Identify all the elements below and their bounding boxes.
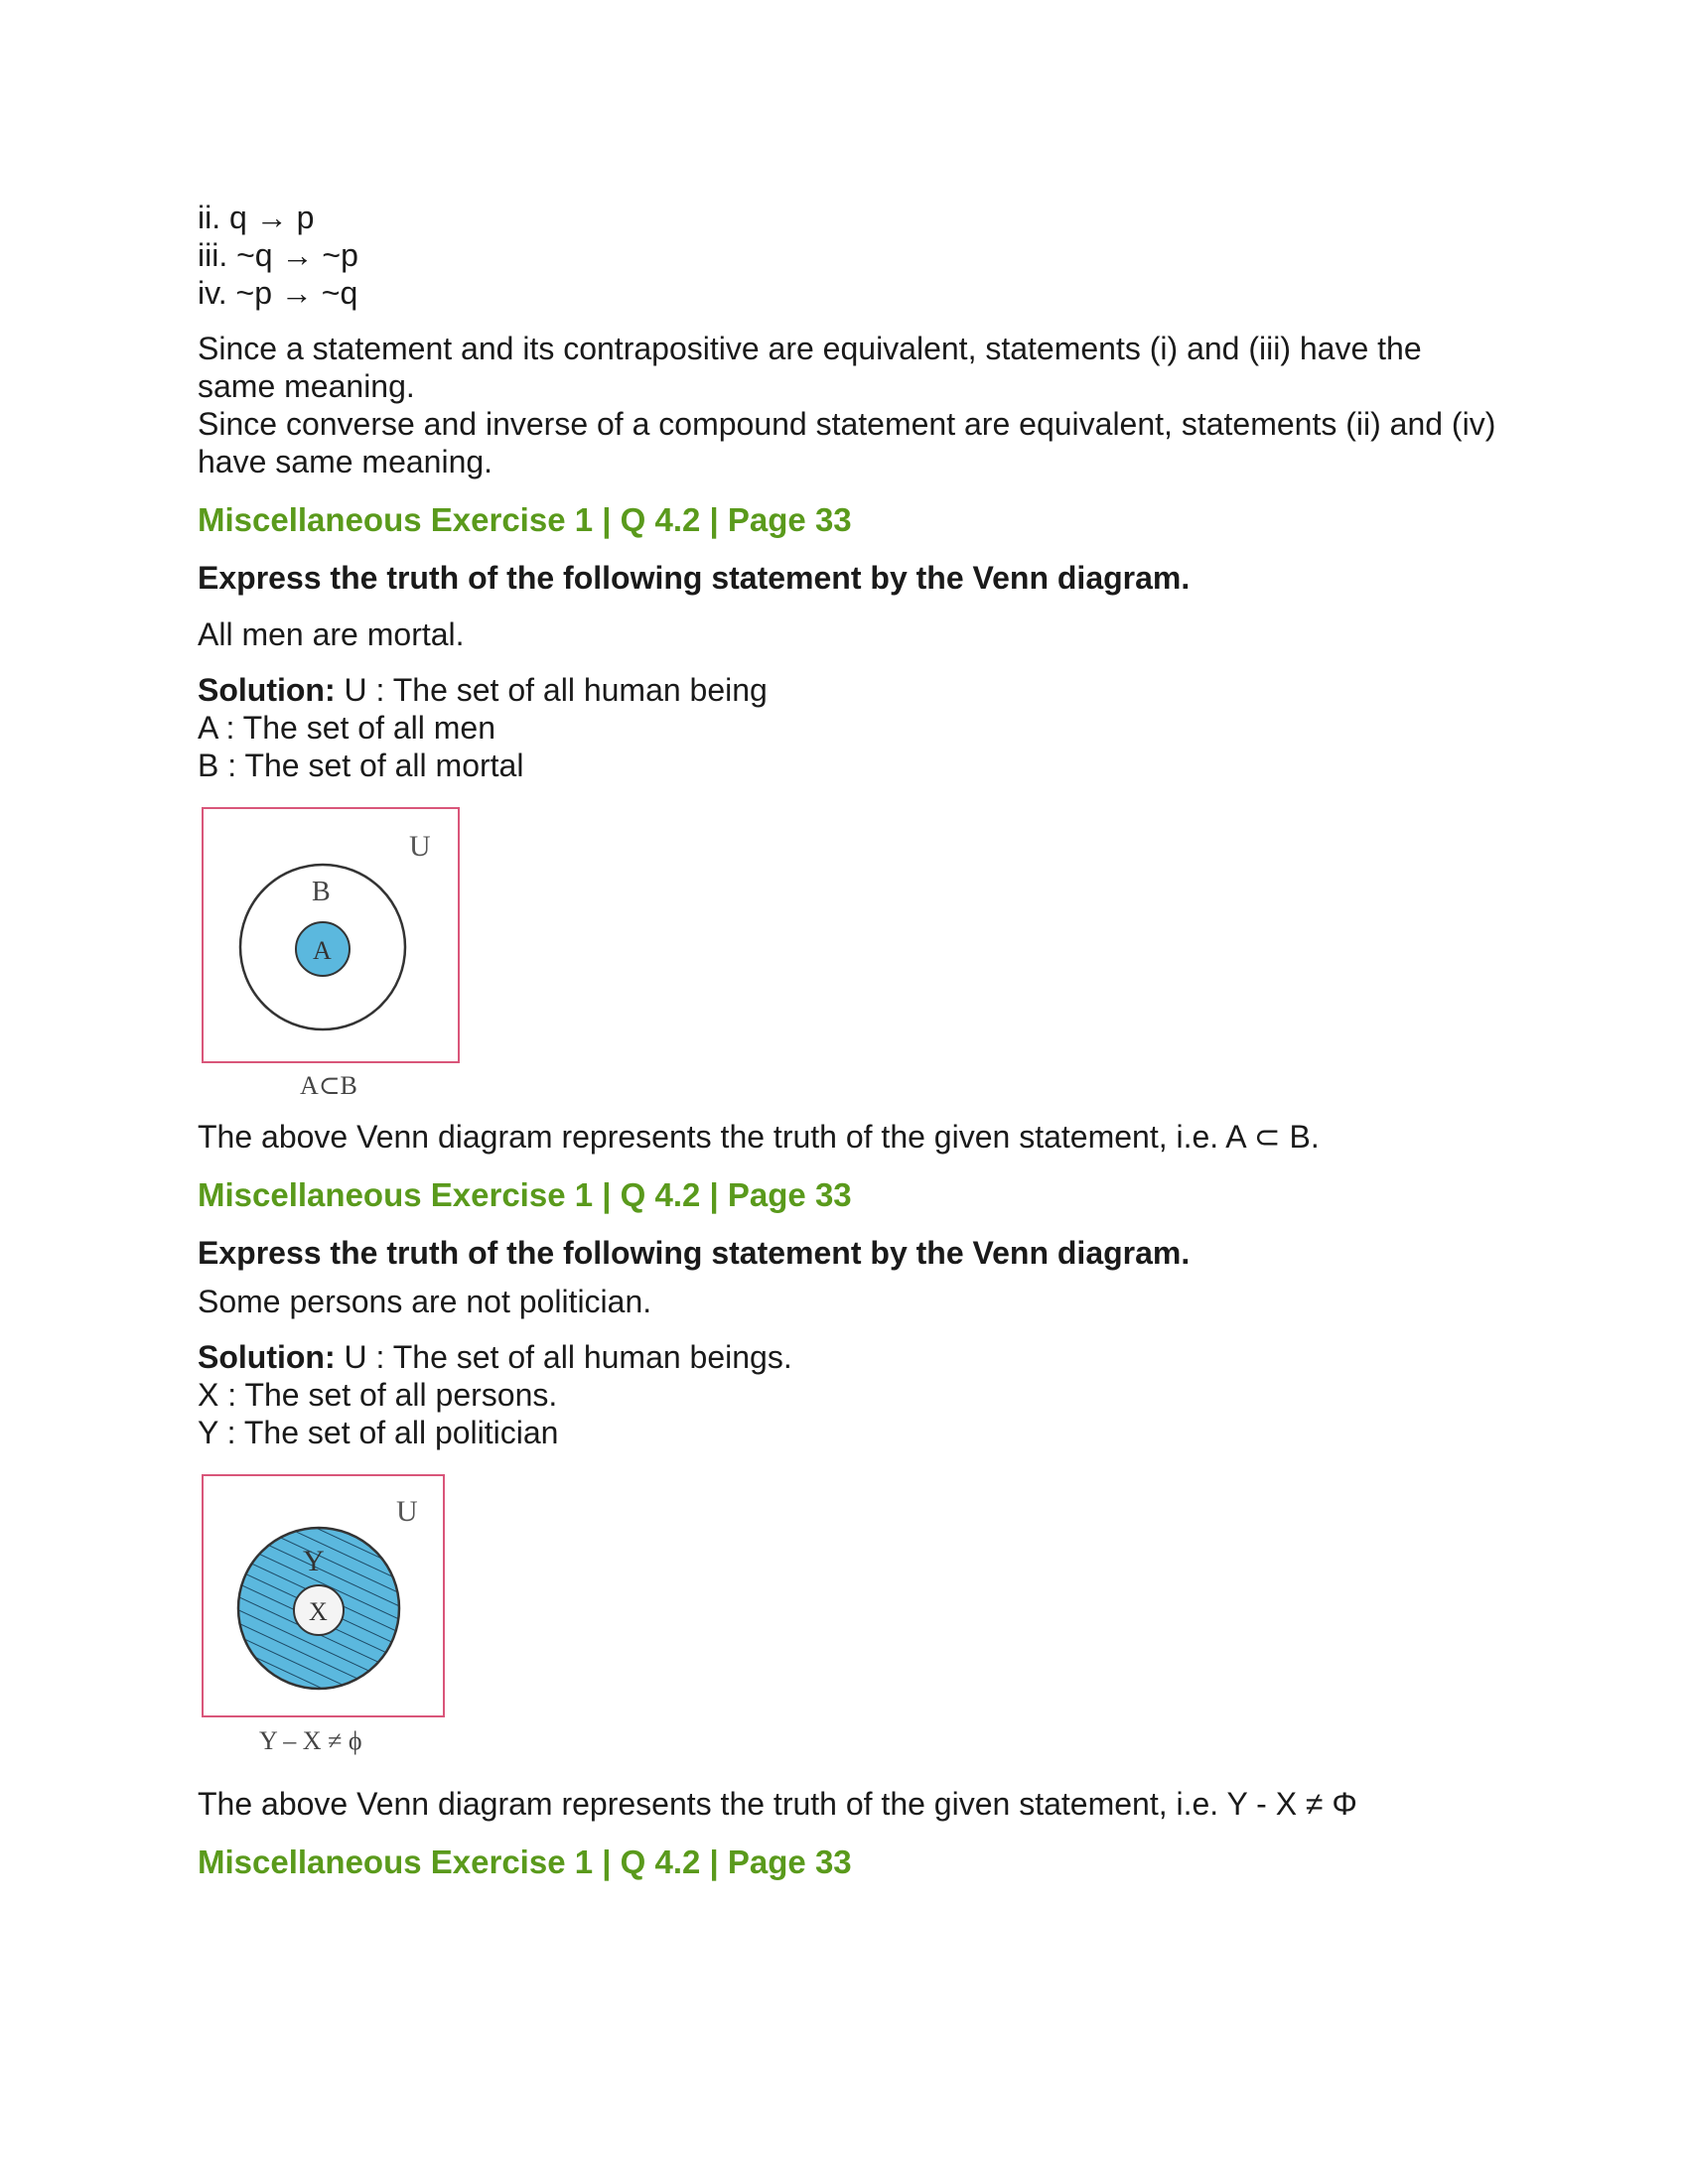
list-item: iv. ~p → ~q (198, 275, 358, 311)
list-item: ii. q → p (198, 200, 315, 235)
list-item: iii. ~q → ~p (198, 237, 358, 273)
solution-line: Y : The set of all politician (198, 1415, 559, 1450)
set-b-label: B (312, 877, 331, 907)
set-a-label: A (313, 936, 332, 965)
exercise-heading[interactable]: Miscellaneous Exercise 1 | Q 4.2 | Page 33 (198, 501, 852, 538)
solution-label: Solution: (198, 1339, 336, 1375)
exercise-heading[interactable]: Miscellaneous Exercise 1 | Q 4.2 | Page 33 (198, 1176, 852, 1213)
set-x-label: X (309, 1597, 328, 1626)
venn-svg (198, 806, 466, 1104)
solution-line: A : The set of all men (198, 710, 496, 746)
diagram-caption: A⊂B (300, 1071, 357, 1100)
solution-label: Solution: (198, 672, 336, 708)
document-page (198, 199, 1498, 1882)
solution-universe: U : The set of all human beings. (344, 1339, 792, 1375)
diagram-caption: Y – X ≠ ϕ (259, 1726, 362, 1755)
exercise-heading[interactable]: Miscellaneous Exercise 1 | Q 4.2 | Page 33 (198, 1843, 852, 1880)
explanation-converse: Since converse and inverse of a compound statement are equivalent, statements (ii) and (iv) have same meaning. (198, 406, 1496, 479)
solution-line: X : The set of all persons. (198, 1377, 558, 1413)
solution-first-line (198, 1338, 1498, 1376)
solution-first-line (198, 671, 1498, 709)
question-statement: Some persons are not politician. (198, 1284, 652, 1319)
statement-list (198, 199, 1498, 312)
question-statement: All men are mortal. (198, 616, 465, 652)
explanation-contrapositive: Since a statement and its contrapositive are equivalent, statements (i) and (iii) have the same meaning. (198, 331, 1422, 404)
set-y-label: Y (303, 1545, 325, 1577)
question-text: Express the truth of the following statement by the Venn diagram. (198, 1235, 1191, 1271)
solution-universe: U : The set of all human being (344, 672, 768, 708)
venn-diagram-subset (198, 806, 1498, 1104)
universe-label: U (409, 830, 431, 863)
conclusion-text: The above Venn diagram represents the truth of the given statement, i.e. Y - X ≠ Φ (198, 1786, 1357, 1822)
venn-diagram-difference (198, 1473, 1498, 1771)
solution-line: B : The set of all mortal (198, 748, 524, 783)
conclusion-text: The above Venn diagram represents the truth of the given statement, i.e. A ⊂ B. (198, 1119, 1320, 1155)
universe-label: U (396, 1495, 418, 1528)
venn-svg (198, 1473, 466, 1771)
question-text: Express the truth of the following statement by the Venn diagram. (198, 560, 1191, 596)
